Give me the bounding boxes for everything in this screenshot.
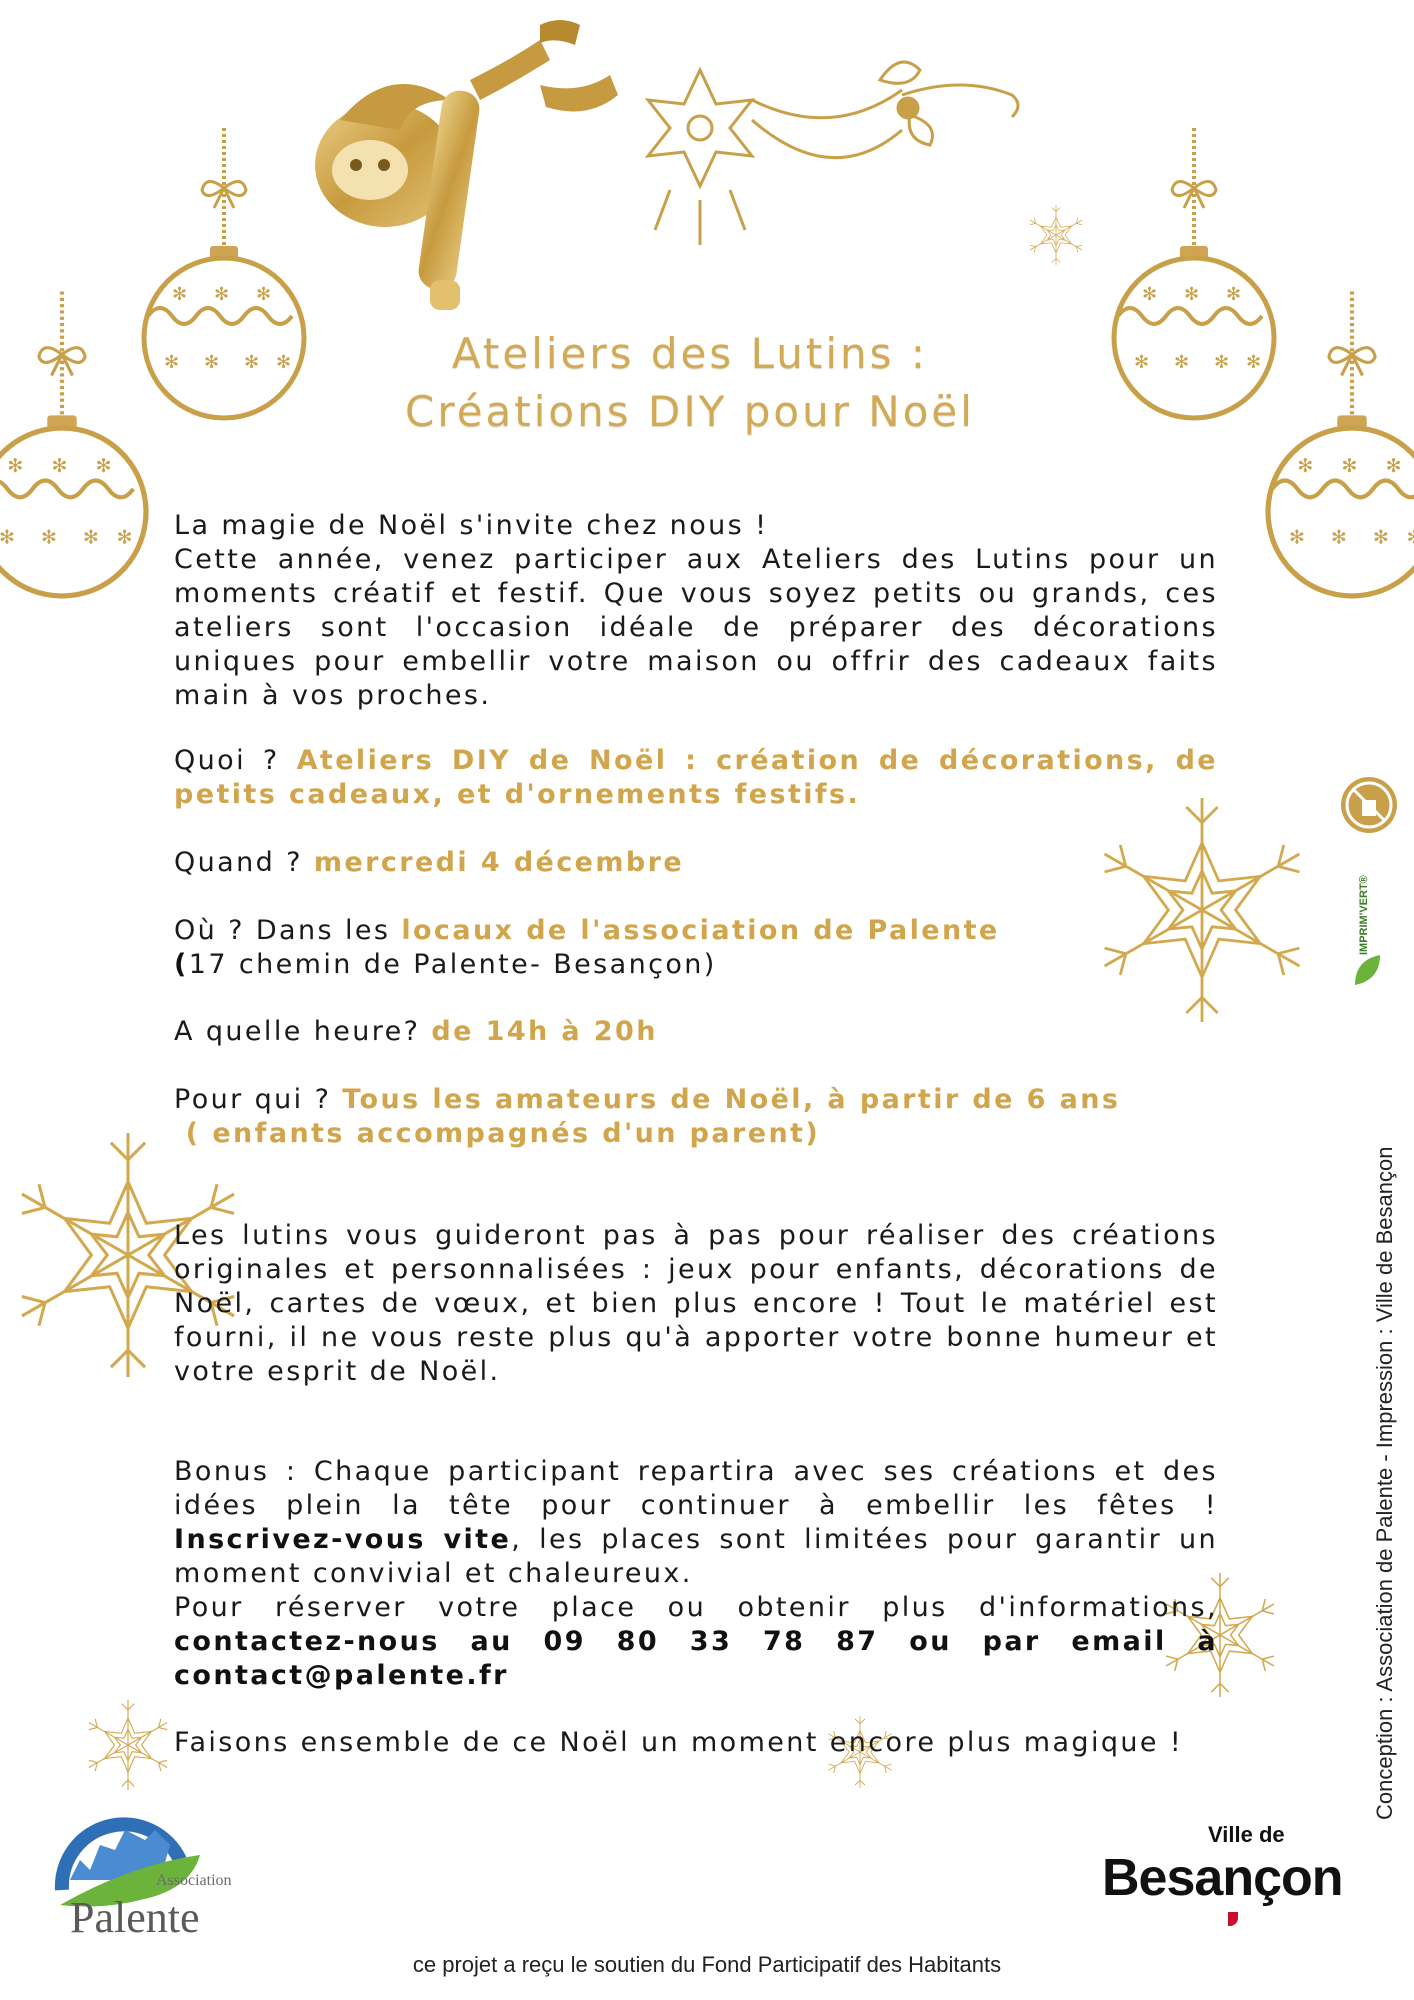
detail-heure <box>174 1015 1218 1049</box>
qui-value-2: ( enfants accompagnés d'un parent) <box>174 1118 821 1149</box>
bonus-inscrivez: Inscrivez-vous vite <box>174 1524 512 1555</box>
page-title <box>260 325 1120 441</box>
qui-label: Pour qui ? <box>174 1084 343 1115</box>
star-garland <box>648 62 1018 245</box>
ou-value: locaux de l'association de Palente <box>401 915 1000 946</box>
palente-logo-text: Palente <box>70 1893 200 1942</box>
quoi-label: Quoi ? <box>174 745 297 776</box>
title-line-1: Ateliers des Lutins : <box>451 329 929 378</box>
detail-qui <box>174 1083 1218 1151</box>
imprimvert-label: IMPRIM'VERT® <box>1358 875 1370 955</box>
palente-logo-small: Association <box>156 1872 232 1889</box>
footer-note: ce projet a reçu le soutien du Fond Participatif des Habitants <box>412 1952 1002 1977</box>
bauble-ornament-right-inner <box>1114 128 1284 418</box>
closing-line: Faisons ensemble de ce Noël un moment encore plus magique ! <box>174 1727 1184 1758</box>
vertical-credit: Conception : Association de Palente - Impression : Ville de Besançon <box>1372 1146 1397 1820</box>
intro-line: La magie de Noël s'invite chez nous ! <box>174 510 769 541</box>
ou-label: Où ? Dans les <box>174 915 402 946</box>
heure-value: de 14h à 20h <box>431 1016 658 1047</box>
detail-quoi <box>174 744 1218 812</box>
intro-block <box>174 509 1218 713</box>
ville-logo-small: Ville de <box>1208 1822 1285 1847</box>
decorations-layer: ✻ ✻ <box>0 0 1414 2000</box>
leaf-icon <box>1355 955 1380 985</box>
no-litter-icon <box>1341 777 1397 833</box>
intro-paragraph: Cette année, venez participer aux Ateliers des Lutins pour un moments créatif et festif. Que vous soyez petits ou grands, ces ateliers sont l'occasion idéale de préparer des décorations uniques pour embellir votre maison ou offrir des cadeaux faits main à vos proches. <box>174 544 1218 711</box>
ou-address: 17 chemin de Palente- Besançon) <box>188 949 717 980</box>
qui-value: Tous les amateurs de Noël, à partir de 6 ans <box>342 1084 1121 1115</box>
guide-paragraph: Les lutins vous guideront pas à pas pour réaliser des créations originales et personnalisées : jeux pour enfants, décorations de Noël, cartes de vœux, et bien plus encore ! Tout le matériel est fourni, il ne vous reste plus qu'à apporter votre bonne humeur et votre esprit de Noël. <box>174 1220 1218 1387</box>
bonus-text-2: , les places sont limitées pour garantir un moment convivial et chaleureux. <box>174 1524 1218 1589</box>
snowflake-small-top-right <box>1030 205 1082 265</box>
bonus-contact: contactez-nous au 09 80 33 78 87 ou par email à contact@palente.fr <box>174 1626 1218 1691</box>
quand-value: mercredi 4 décembre <box>313 847 685 878</box>
ville-logo-text: Besançon <box>1102 1849 1343 1907</box>
bonus-block <box>174 1455 1218 1693</box>
heure-label: A quelle heure? <box>174 1016 432 1047</box>
title-line-2: Créations DIY pour Noël <box>405 387 975 436</box>
snowflake-large-right <box>1105 798 1300 1022</box>
ou-paren: ( <box>174 949 189 980</box>
bauble-ornament-right-outer <box>1268 292 1414 597</box>
snowflake-bottom-left <box>89 1700 167 1790</box>
elf-illustration <box>315 20 618 310</box>
quand-label: Quand ? <box>174 847 314 878</box>
quoi-value: Ateliers DIY de Noël : création de décorations, de petits cadeaux, et d'ornements festifs. <box>174 745 1219 810</box>
bonus-text-3: Pour réserver votre place ou obtenir plus d'informations, <box>174 1592 1218 1623</box>
bonus-text-1: Bonus : Chaque participant repartira avec ses créations et des idées plein la tête pour continuer à embellir les fêtes ! <box>174 1456 1218 1521</box>
detail-quand <box>174 846 1218 880</box>
detail-ou <box>174 914 1218 982</box>
bauble-ornament-left-outer <box>0 292 157 597</box>
